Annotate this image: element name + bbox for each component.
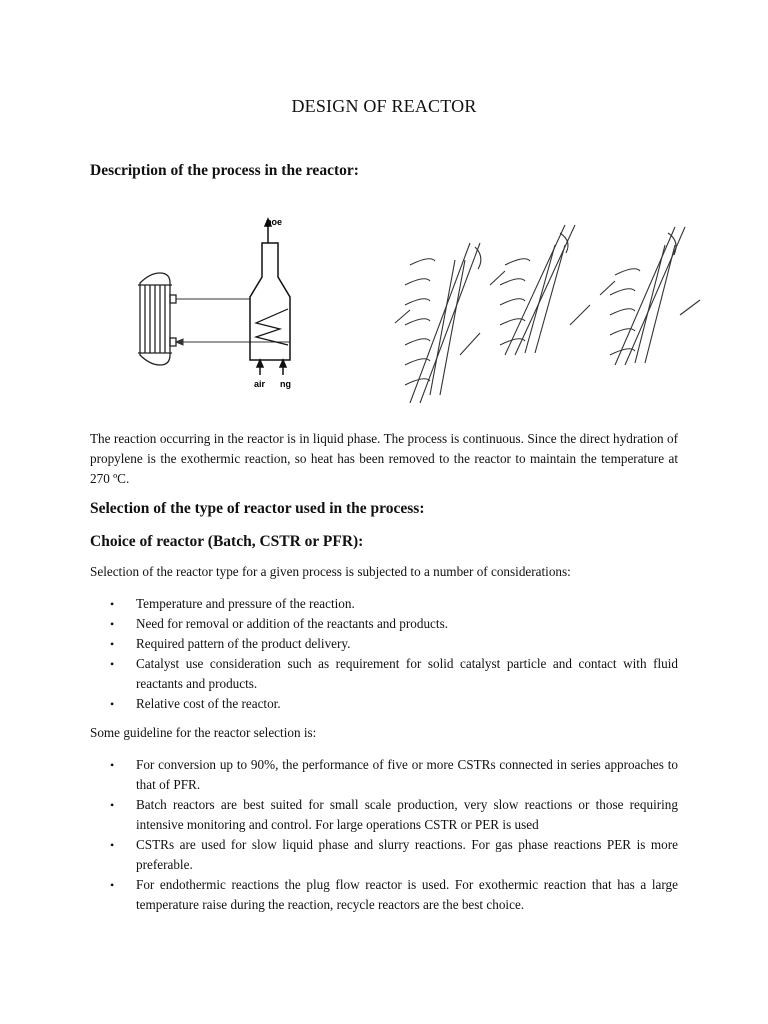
bullet-icon: • (110, 637, 115, 651)
bullet-icon: • (110, 878, 115, 892)
bullet-icon: • (110, 798, 115, 812)
paragraph-considerations-intro: Selection of the reactor type for a given process is subjected to a number of considerations: (90, 564, 571, 579)
list-item-text: Batch reactors are best suited for small scale production, very slow reactions or those requiring intensive monitoring and control. For large operations CSTR or PER is used (136, 797, 678, 832)
bullet-icon: • (110, 838, 115, 852)
paragraph-process-description: The reaction occurring in the reactor is in liquid phase. The process is continuous. Since the direct hydration of propylene is the exothermic reaction, so heat has been removed to the reactor to maintain the temperature at 270 ºC. (90, 431, 678, 486)
reactor-vessel-drawing (250, 219, 290, 375)
section-heading-choice: Choice of reactor (Batch, CSTR or PFR): (90, 533, 364, 550)
connecting-pipes (176, 299, 290, 345)
guidelines-list (90, 755, 678, 915)
bullet-icon: • (110, 758, 115, 772)
list-item (90, 795, 678, 835)
list-item-text: CSTRs are used for slow liquid phase and slurry reactions. For gas phase reactions PER is more preferable. (136, 837, 678, 872)
list-item-text: Relative cost of the reactor. (136, 696, 281, 711)
list-item-text: For endothermic reactions the plug flow reactor is used. For exothermic reaction that has a large temperature raise during the reaction, recycle reactors are the best choice. (136, 877, 678, 912)
coil-tubes-drawing (395, 223, 700, 403)
figure-label-ng: ng (280, 379, 291, 389)
bullet-icon: • (110, 657, 115, 671)
figure-label-top: poe (266, 217, 283, 227)
figure-label-air: air (254, 379, 266, 389)
list-item (90, 875, 678, 915)
list-item (90, 694, 678, 714)
list-item (90, 755, 678, 795)
list-item-text: Temperature and pressure of the reaction. (136, 596, 355, 611)
list-item (90, 634, 678, 654)
bullet-icon: • (110, 597, 115, 611)
paragraph-guidelines-intro: Some guideline for the reactor selection is: (90, 725, 317, 740)
list-item (90, 614, 678, 634)
page-title: DESIGN OF REACTOR (291, 96, 477, 116)
considerations-list (90, 594, 678, 714)
list-item-text: Need for removal or addition of the reactants and products. (136, 616, 448, 631)
list-item (90, 594, 678, 614)
list-item-text: For conversion up to 90%, the performance of five or more CSTRs connected in series approaches to that of PFR. (136, 757, 678, 792)
heat-exchanger-drawing (138, 273, 176, 365)
bullet-icon: • (110, 697, 115, 711)
list-item (90, 835, 678, 875)
bullet-icon: • (110, 617, 115, 631)
list-item (90, 654, 678, 694)
section-heading-selection: Selection of the type of reactor used in the process: (90, 500, 425, 517)
reactor-figure (0, 205, 768, 425)
list-item-text: Required pattern of the product delivery. (136, 636, 351, 651)
section-heading-process: Description of the process in the reactor: (90, 162, 359, 179)
list-item-text: Catalyst use consideration such as requirement for solid catalyst particle and contact with fluid reactants and products. (136, 656, 678, 691)
